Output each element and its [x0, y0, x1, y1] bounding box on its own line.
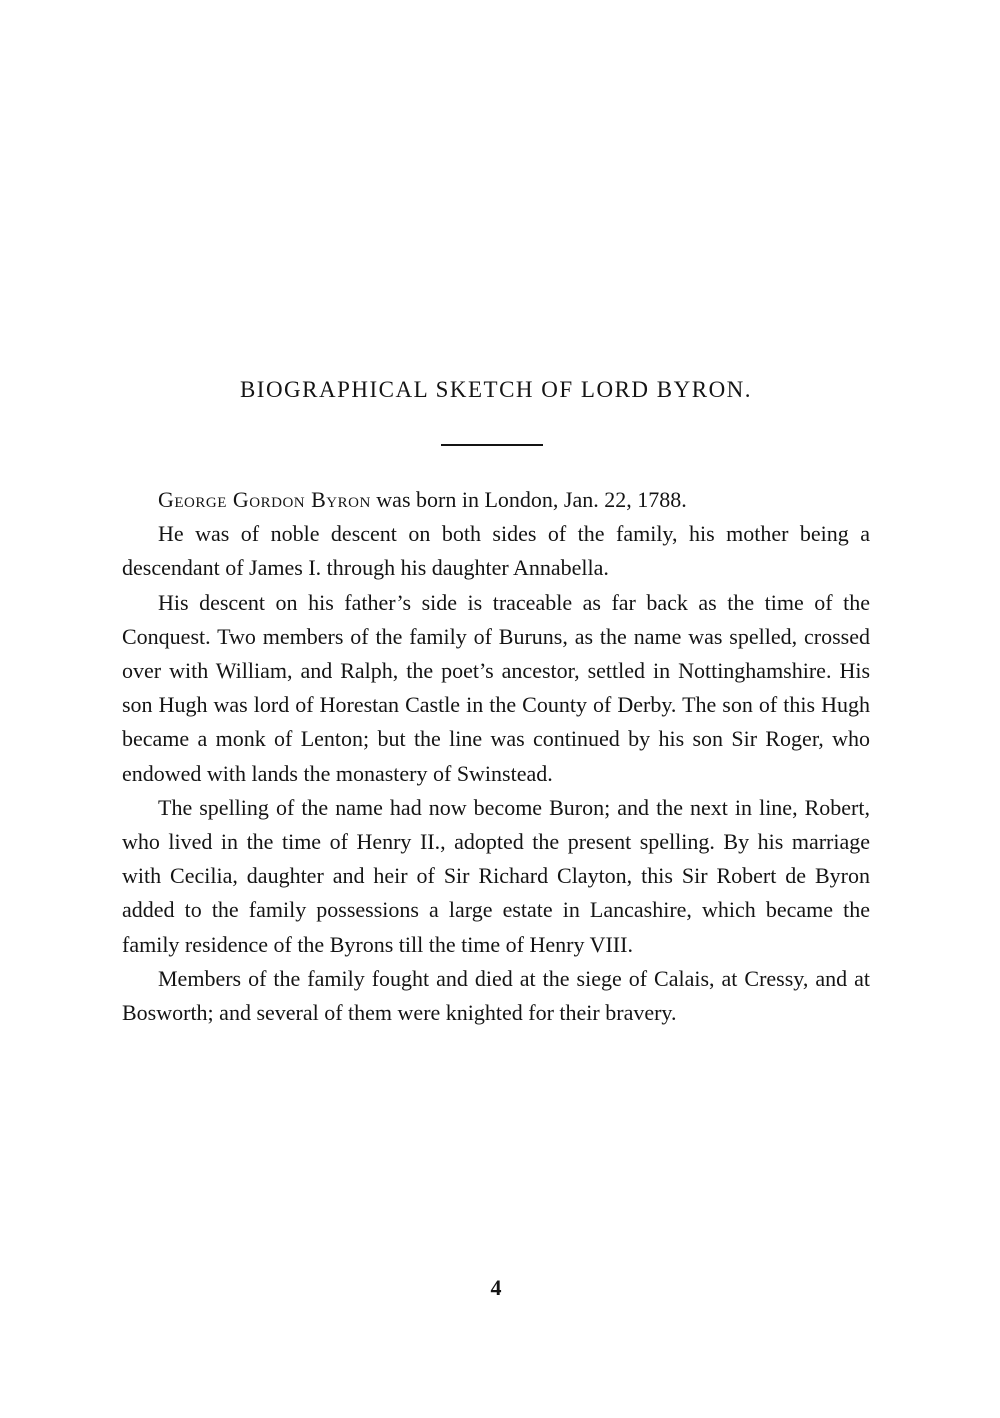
paragraph-name-spelling: The spelling of the name had now become Buron; and the next in line, Robert, who lived in the time of Henry II., adopted the present spelling. By his marriage with Cecilia, daughter and heir of Sir Richard Clayton, this Sir Robert de Byron added to the family possessions a large estate in Lancashire, which became the family residence of the Byrons till the time of Henry VIII. — [122, 794, 870, 957]
title-divider — [441, 444, 543, 446]
paragraph-paternal-line: His descent on his father’s side is traceable as far back as the time of the Conquest. Two members of the family of Buruns, as the name was spelled, crossed over with William, and Ralph, the poet’s ancestor, settled in Nottinghamshire. His son Hugh was lord of Horestan Castle in the County of Derby. The son of this Hugh became a monk of Lenton; but the line was continued by his son Sir Roger, who endowed with lands the monastery of Swinstead. — [122, 589, 870, 786]
page-number: 4 — [490, 1275, 502, 1300]
paragraph-birth-text: was born in London, Jan. 22, 1788. — [370, 487, 687, 512]
page-title: BIOGRAPHICAL SKETCH OF LORD BYRON. — [239, 377, 753, 402]
paragraph-descent: He was of noble descent on both sides of the family, his mother being a descendant of James I. through his daughter Annabella. — [122, 521, 870, 581]
subject-name: George Gordon Byron — [158, 487, 371, 512]
paragraph-family-battles: Members of the family fought and died at the siege of Calais, at Cressy, and at Bosworth; and several of them were knighted for their bravery. — [122, 965, 870, 1026]
paragraph-birth — [122, 483, 870, 517]
biography-text — [122, 483, 870, 1030]
